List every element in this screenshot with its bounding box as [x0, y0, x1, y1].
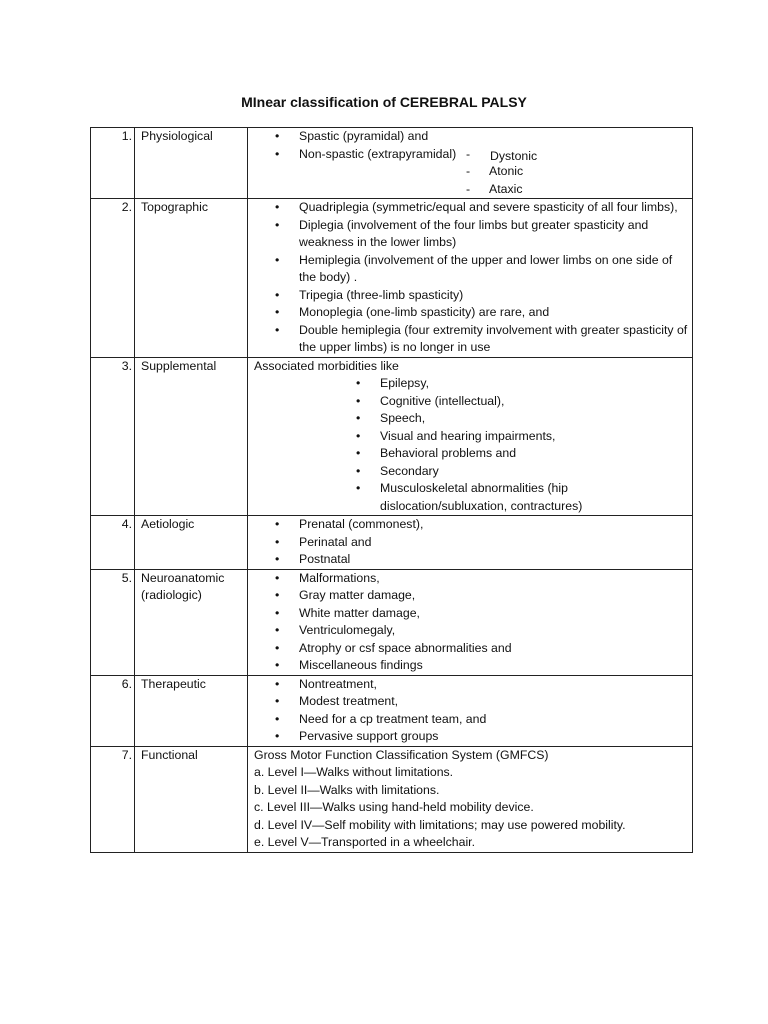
list-item: • Diplegia (involvement of the four limbs but greater spasticity and weakness in the lower limbs) — [254, 217, 688, 252]
row-number: 3. — [91, 357, 135, 516]
list-item: • Tripegia (three-limb spasticity) — [254, 287, 688, 305]
row-details — [248, 569, 693, 675]
list-item: • Spastic (pyramidal) and — [254, 128, 688, 146]
list-item: • Double hemiplegia (four extremity involvement with greater spasticity of the upper limbs) is no longer in use — [254, 322, 688, 357]
list-item: • Epilepsy, — [254, 375, 688, 393]
list-item-text: Non-spastic (extrapyramidal) — [299, 146, 457, 161]
list-item: • Modest treatment, — [254, 693, 688, 711]
list-item: • Hemiplegia (involvement of the upper and lower limbs on one side of the body) . — [254, 252, 688, 287]
row-details — [248, 128, 693, 199]
list-item: • Nontreatment, — [254, 676, 688, 694]
text-line: Gross Motor Function Classification System (GMFCS) — [254, 747, 549, 762]
list-item: • Musculoskeletal abnormalities (hip dislocation/subluxation, contractures) — [254, 480, 688, 515]
row-number: 6. — [91, 675, 135, 746]
row-number: 2. — [91, 199, 135, 358]
text-line: c. Level III—Walks using hand-held mobility device. — [254, 800, 534, 814]
row-number: 4. — [91, 516, 135, 570]
row-number: 1. — [91, 128, 135, 199]
list-item: • Malformations, — [254, 570, 688, 588]
list-item: • Quadriplegia (symmetric/equal and severe spasticity of all four limbs), — [254, 199, 688, 217]
subtype-line — [254, 163, 688, 181]
list-item — [254, 146, 688, 164]
row-category: Supplemental — [135, 357, 248, 516]
dash-marker: - — [466, 181, 471, 196]
list-item: • Prenatal (commonest), — [254, 516, 688, 534]
subtype-item: Atonic — [489, 164, 524, 178]
row-category: Neuroanatomic (radiologic) — [135, 569, 248, 675]
list-item: • Gray matter damage, — [254, 587, 688, 605]
list-item: • Secondary — [254, 463, 688, 481]
table-row — [91, 128, 693, 199]
table-row — [91, 569, 693, 675]
row-category: Therapeutic — [135, 675, 248, 746]
document-title: MInear classification of CEREBRAL PALSY — [241, 94, 527, 110]
row-details — [248, 746, 693, 852]
table-row — [91, 675, 693, 746]
list-item: • Ventriculomegaly, — [254, 622, 688, 640]
row-category: Aetiologic — [135, 516, 248, 570]
row-number: 7. — [91, 746, 135, 852]
text-line: a. Level I—Walks without limitations. — [254, 765, 454, 779]
row-details — [248, 516, 693, 570]
text-line: d. Level IV—Self mobility with limitations; may use powered mobility. — [254, 817, 626, 832]
row-category: Functional — [135, 746, 248, 852]
list-item: • Visual and hearing impairments, — [254, 428, 688, 446]
list-item: • Perinatal and — [254, 534, 688, 552]
list-item: • Monoplegia (one-limb spasticity) are rare, and — [254, 304, 688, 322]
row-details — [248, 357, 693, 516]
list-item: • Behavioral problems and — [254, 445, 688, 463]
list-item: • Speech, — [254, 410, 688, 428]
list-item: • Pervasive support groups — [254, 728, 688, 746]
list-item: • Atrophy or csf space abnormalities and — [254, 640, 688, 658]
text-line: e. Level V—Transported in a wheelchair. — [254, 835, 476, 849]
row-category: Physiological — [135, 128, 248, 199]
subtype-item: Ataxic — [489, 181, 523, 196]
table-row — [91, 199, 693, 358]
table-row — [91, 746, 693, 852]
list-item: • White matter damage, — [254, 605, 688, 623]
list-item: • Cognitive (intellectual), — [254, 393, 688, 411]
text-line: b. Level II—Walks with limitations. — [254, 782, 440, 797]
list-item: • Need for a cp treatment team, and — [254, 711, 688, 729]
row-category: Topographic — [135, 199, 248, 358]
subtype-item: Dystonic — [490, 148, 538, 163]
dash-marker: - — [466, 164, 471, 178]
table-row — [91, 516, 693, 570]
list-item: • Postnatal — [254, 551, 688, 569]
dash-marker: - — [466, 146, 471, 161]
subtype-line — [254, 181, 688, 199]
list-item: • Miscellaneous findings — [254, 657, 688, 675]
row-details — [248, 199, 693, 358]
row-intro: Associated morbidities like — [254, 358, 399, 373]
classification-table — [90, 127, 693, 853]
row-number: 5. — [91, 569, 135, 675]
table-row — [91, 357, 693, 516]
row-details — [248, 675, 693, 746]
